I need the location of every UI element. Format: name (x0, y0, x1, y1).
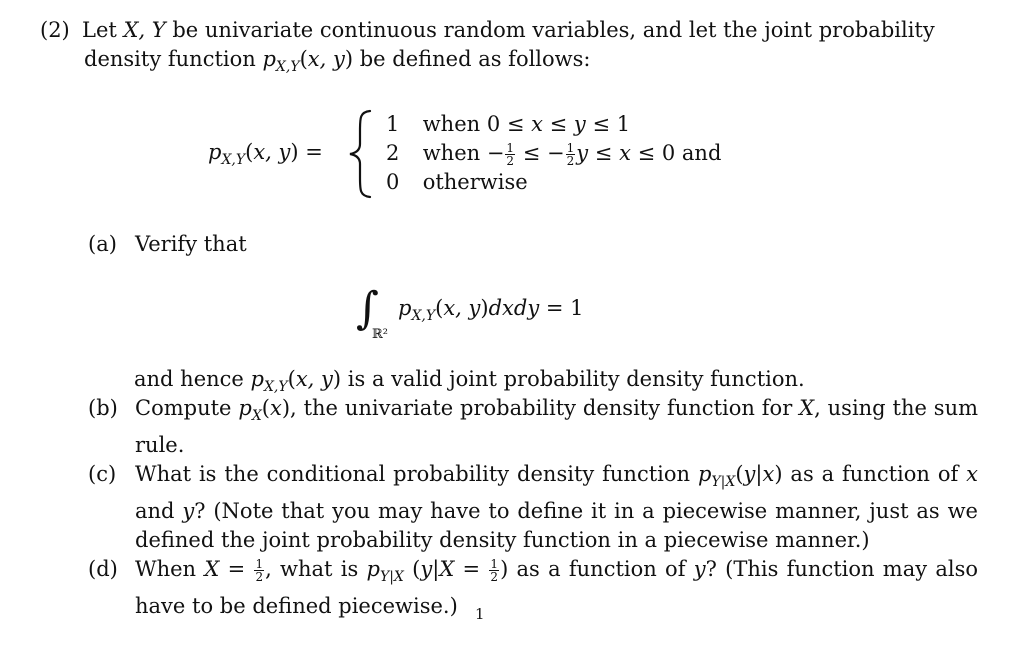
part-d-text: When X = $\frac{1}{2}$ , what is $p_{Y|X}$ (y|X = $\frac{1}{2}$ ) as a function of y? (This function may also have to be defined piecewise.) (135, 557, 979, 618)
case-condition: when 0 ≤ x ≤ y ≤ 1 (422, 112, 631, 136)
part-b (88, 394, 978, 460)
cases-list (386, 110, 721, 197)
part-a-conclusion: and hence $p_{X,Y}(x$, y) is a valid joint probability density function. (134, 367, 805, 395)
integral-sign: ∫ (356, 283, 379, 334)
part-a-text: Verify that (135, 232, 247, 256)
part-label: (c) (88, 462, 117, 486)
case-row: 2 when − $\frac{1}{2}$ ≤ − $\frac{1}{2}$ y ≤ x ≤ 0 and (386, 141, 722, 168)
part-label: (d) (88, 557, 118, 581)
definition-lhs: $p_{X,Y}(x$, y) = (208, 140, 323, 168)
case-condition: otherwise (422, 170, 528, 194)
part-b-text: Compute $p_X(x)$, the univariate probability density function for X, using the sum rule. (135, 396, 979, 457)
case-row: 1 when 0 ≤ x ≤ y ≤ 1 (386, 112, 631, 136)
page-number: 1 (475, 605, 485, 623)
part-label: (a) (88, 232, 117, 256)
case-condition: when − $\frac{1}{2}$ ≤ − $\frac{1}{2}$ y ≤ x ≤ 0 and (422, 141, 722, 168)
problem-number: (2) (40, 18, 70, 42)
integral-body: $p_{X,Y}(x$, y)dxdy = 1 (398, 296, 584, 324)
intro-line-1: Let X, Y be univariate continuous random variables, and let the joint probability (82, 18, 935, 42)
piecewise-definition (208, 108, 768, 200)
left-brace-icon (346, 108, 376, 200)
integral-equation (356, 282, 656, 342)
part-label: (b) (88, 396, 118, 420)
parts-list (88, 394, 978, 621)
integral-domain: ℝ² (372, 327, 389, 342)
part-a (88, 230, 988, 259)
part-c (88, 460, 978, 555)
part-d (88, 555, 978, 621)
intro-line-2: density function $p_{X,Y}(x$, y) be defined as follows: (84, 47, 591, 75)
case-row: 0 otherwise (386, 170, 528, 194)
part-c-text: What is the conditional probability density function $p_{Y|X}(y|x)$ as a function of x and y? (Note that you may have to define it in a piecewise manner, just as we defined the joint probability density function in a piecewise manner.) (135, 462, 978, 552)
problem-intro (40, 16, 980, 45)
